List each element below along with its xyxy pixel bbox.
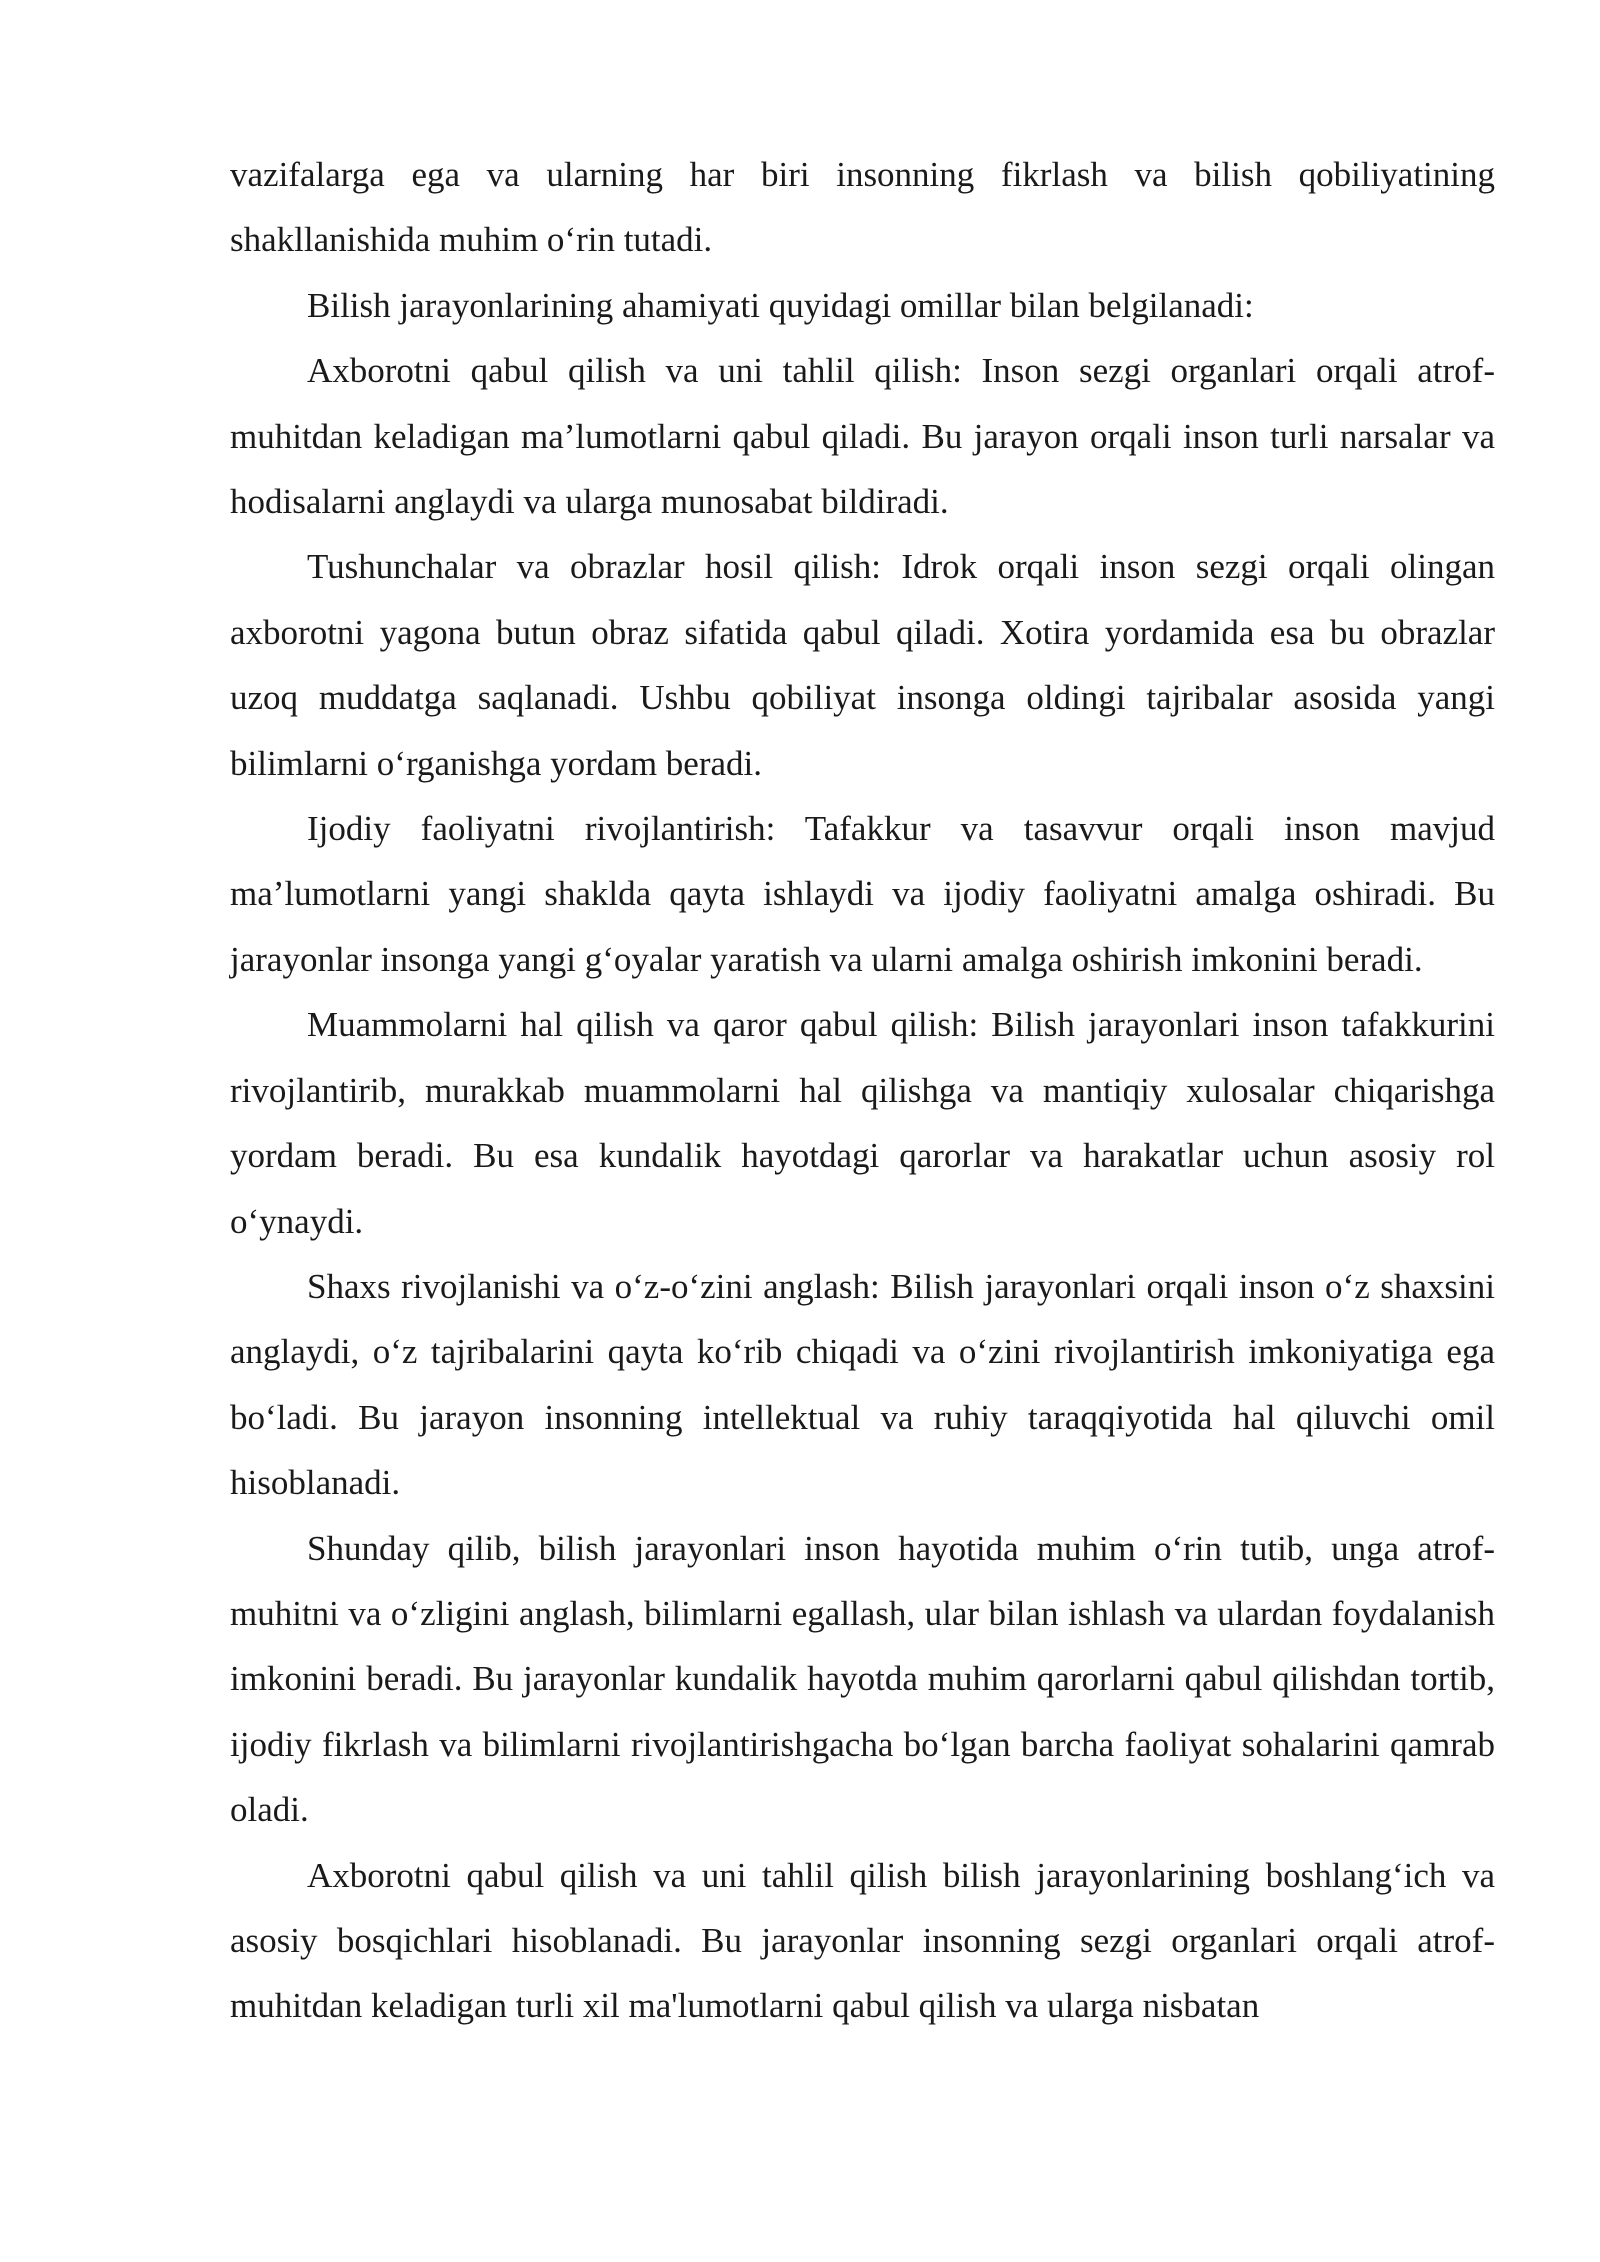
paragraph-intro-factors: Bilish jarayonlarining ahamiyati quyidagi omillar bilan belgilanadi: <box>307 285 1254 325</box>
paragraph-continuation: vazifalarga ega va ularning har biri insonning fikrlash va bilish qobiliyatining shakllanishida muhim o‘rin tutadi. <box>230 155 1495 260</box>
document-body <box>230 142 1495 2039</box>
paragraph-information-stages: Axborotni qabul qilish va uni tahlil qilish bilish jarayonlarining boshlang‘ich va asosiy bosqichlari hisoblanadi. Bu jarayonlar insonning sezgi organlari orqali atrof-muhitdan keladigan turli xil ma'lumotlarni qabul qilish va ularga nisbatan <box>230 1855 1495 2026</box>
paragraph-creative-activity: Ijodiy faoliyatni rivojlantirish: Tafakkur va tasavvur orqali inson mavjud ma’lumotlarni yangi shaklda qayta ishlaydi va ijodiy faoliyatni amalga oshiradi. Bu jarayonlar insonga yangi g‘oyalar yaratish va ularni amalga oshirish imkonini beradi. <box>230 809 1495 979</box>
paragraph-information-processing: Axborotni qabul qilish va uni tahlil qilish: Inson sezgi organlari orqali atrof-muhitdan keladigan ma’lumotlarni qabul qiladi. Bu jarayon orqali inson turli narsalar va hodisalarni anglaydi va ularga munosabat bildiradi. <box>230 351 1495 522</box>
paragraph-personal-development: Shaxs rivojlanishi va o‘z-o‘zini anglash: Bilish jarayonlari orqali inson o‘z shaxsini anglaydi, o‘z tajribalarini qayta ko‘rib chiqadi va o‘zini rivojlantirish imkoniyatiga ega bo‘ladi. Bu jarayon insonning intellektual va ruhiy taraqqiyotida hal qiluvchi omil hisoblanadi. <box>230 1266 1495 1503</box>
paragraph-conclusion: Shunday qilib, bilish jarayonlari inson hayotida muhim o‘rin tutib, unga atrof-muhitni va o‘zligini anglash, bilimlarni egallash, ular bilan ishlash va ulardan foydalanish imkonini beradi. Bu jarayonlar kundalik hayotda muhim qarorlarni qabul qilishdan tortib, ijodiy fikrlash va bilimlarni rivojlantirishgacha bo‘lgan barcha faoliyat sohalarini qamrab oladi. <box>230 1528 1495 1830</box>
paragraph-concepts-images: Tushunchalar va obrazlar hosil qilish: Idrok orqali inson sezgi orqali olingan axborotni yagona butun obraz sifatida qabul qiladi. Xotira yordamida esa bu obrazlar uzoq muddatga saqlanadi. Ushbu qobiliyat insonga oldingi tajribalar asosida yangi bilimlarni o‘rganishga yordam beradi. <box>230 547 1495 783</box>
paragraph-problem-solving: Muammolarni hal qilish va qaror qabul qilish: Bilish jarayonlari inson tafakkurini rivojlantirib, murakkab muammolarni hal qilishga va mantiqiy xulosalar chiqarishga yordam beradi. Bu esa kundalik hayotdagi qarorlar va harakatlar uchun asosiy rol o‘ynaydi. <box>230 1005 1495 1241</box>
